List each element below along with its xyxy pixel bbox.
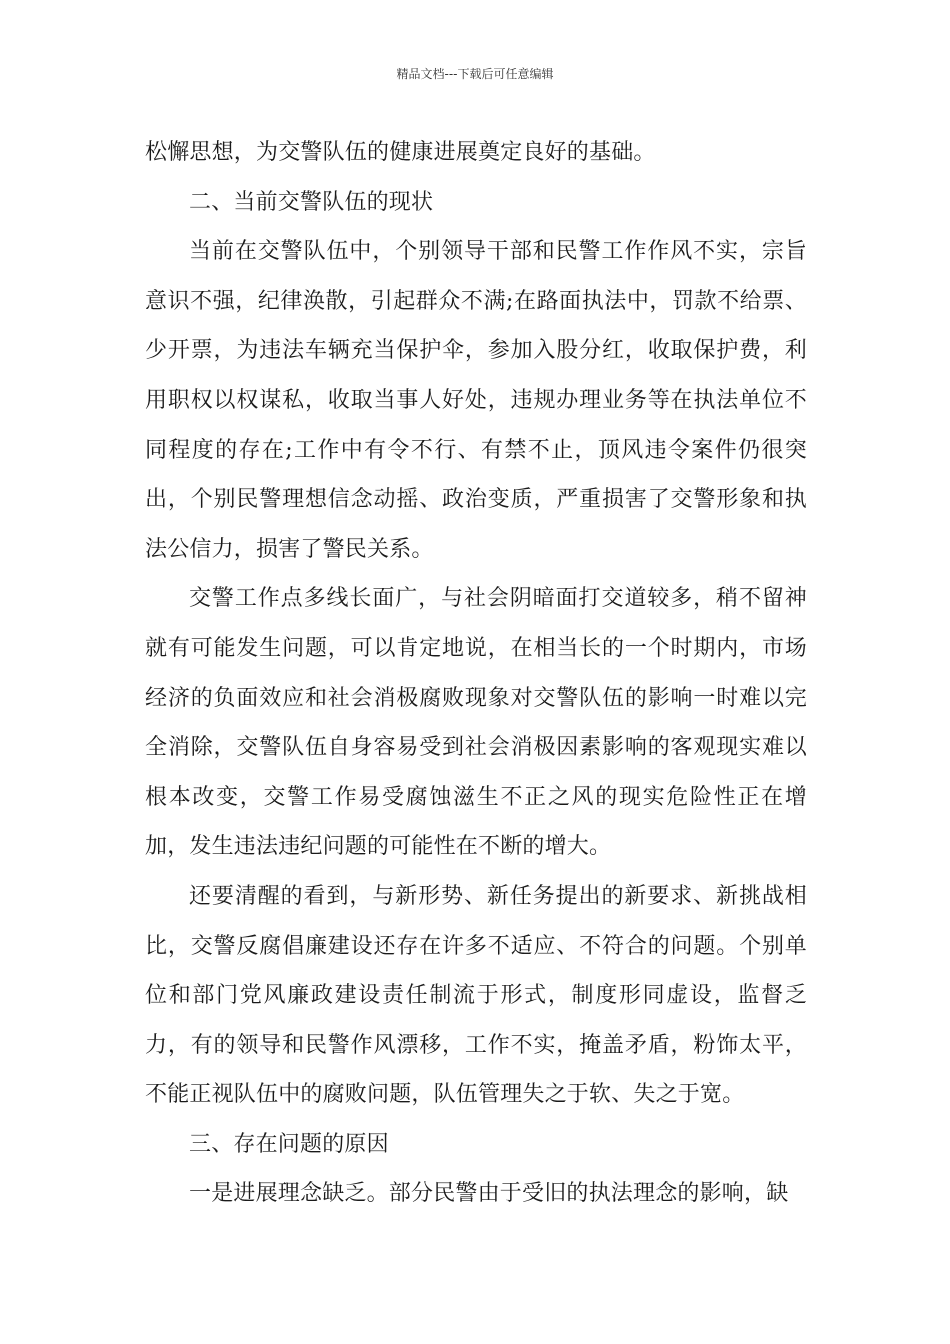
- paragraph: 还要清醒的看到，与新形势、新任务提出的新要求、新挑战相比，交警反腐倡廉建设还存在许多不适应、不符合的问题。个别单位和部门党风廉政建设责任制流于形式，制度形同虚设，监督乏力，有的领导和民警作风漂移，工作不实，掩盖矛盾，粉饰太平，不能正视队伍中的腐败问题，队伍管理失之于软、失之于宽。: [145, 883, 807, 1108]
- paragraph-continuation: 松懈思想，为交警队伍的健康进展奠定良好的基础。: [145, 140, 656, 165]
- paragraph: 一是进展理念缺乏。部分民警由于受旧的执法理念的影响，缺: [189, 1181, 789, 1207]
- section-heading-causes: 三、存在问题的原因: [189, 1131, 389, 1157]
- paragraph: 当前在交警队伍中，个别领导干部和民警工作作风不实，宗旨意识不强，纪律涣散，引起群众不满;在路面执法中，罚款不给票、少开票，为违法车辆充当保护伞，参加入股分红，收取保护费，利用职权以权谋私，收取当事人好处，违规办理业务等在执法单位不同程度的存在;工作中有令不行、有禁不止，顶风违令案件仍很突出，个别民警理想信念动摇、政治变质，严重损害了交警形象和执法公信力，损害了警民关系。: [145, 239, 807, 562]
- document-body: [145, 128, 807, 1219]
- page-header: 精品文档---下载后可任意编辑: [396, 67, 554, 81]
- paragraph: 交警工作点多线长面广，与社会阴暗面打交道较多，稍不留神就有可能发生问题，可以肯定地说，在相当长的一个时期内，市场经济的负面效应和社会消极腐败现象对交警队伍的影响一时难以完全消除，交警队伍自身容易受到社会消极因素影响的客观现实难以根本改变，交警工作易受腐蚀滋生不正之风的现实危险性正在增加，发生违法违纪问题的可能性在不断的增大。: [145, 586, 807, 860]
- section-heading-current-status: 二、当前交警队伍的现状: [189, 189, 434, 215]
